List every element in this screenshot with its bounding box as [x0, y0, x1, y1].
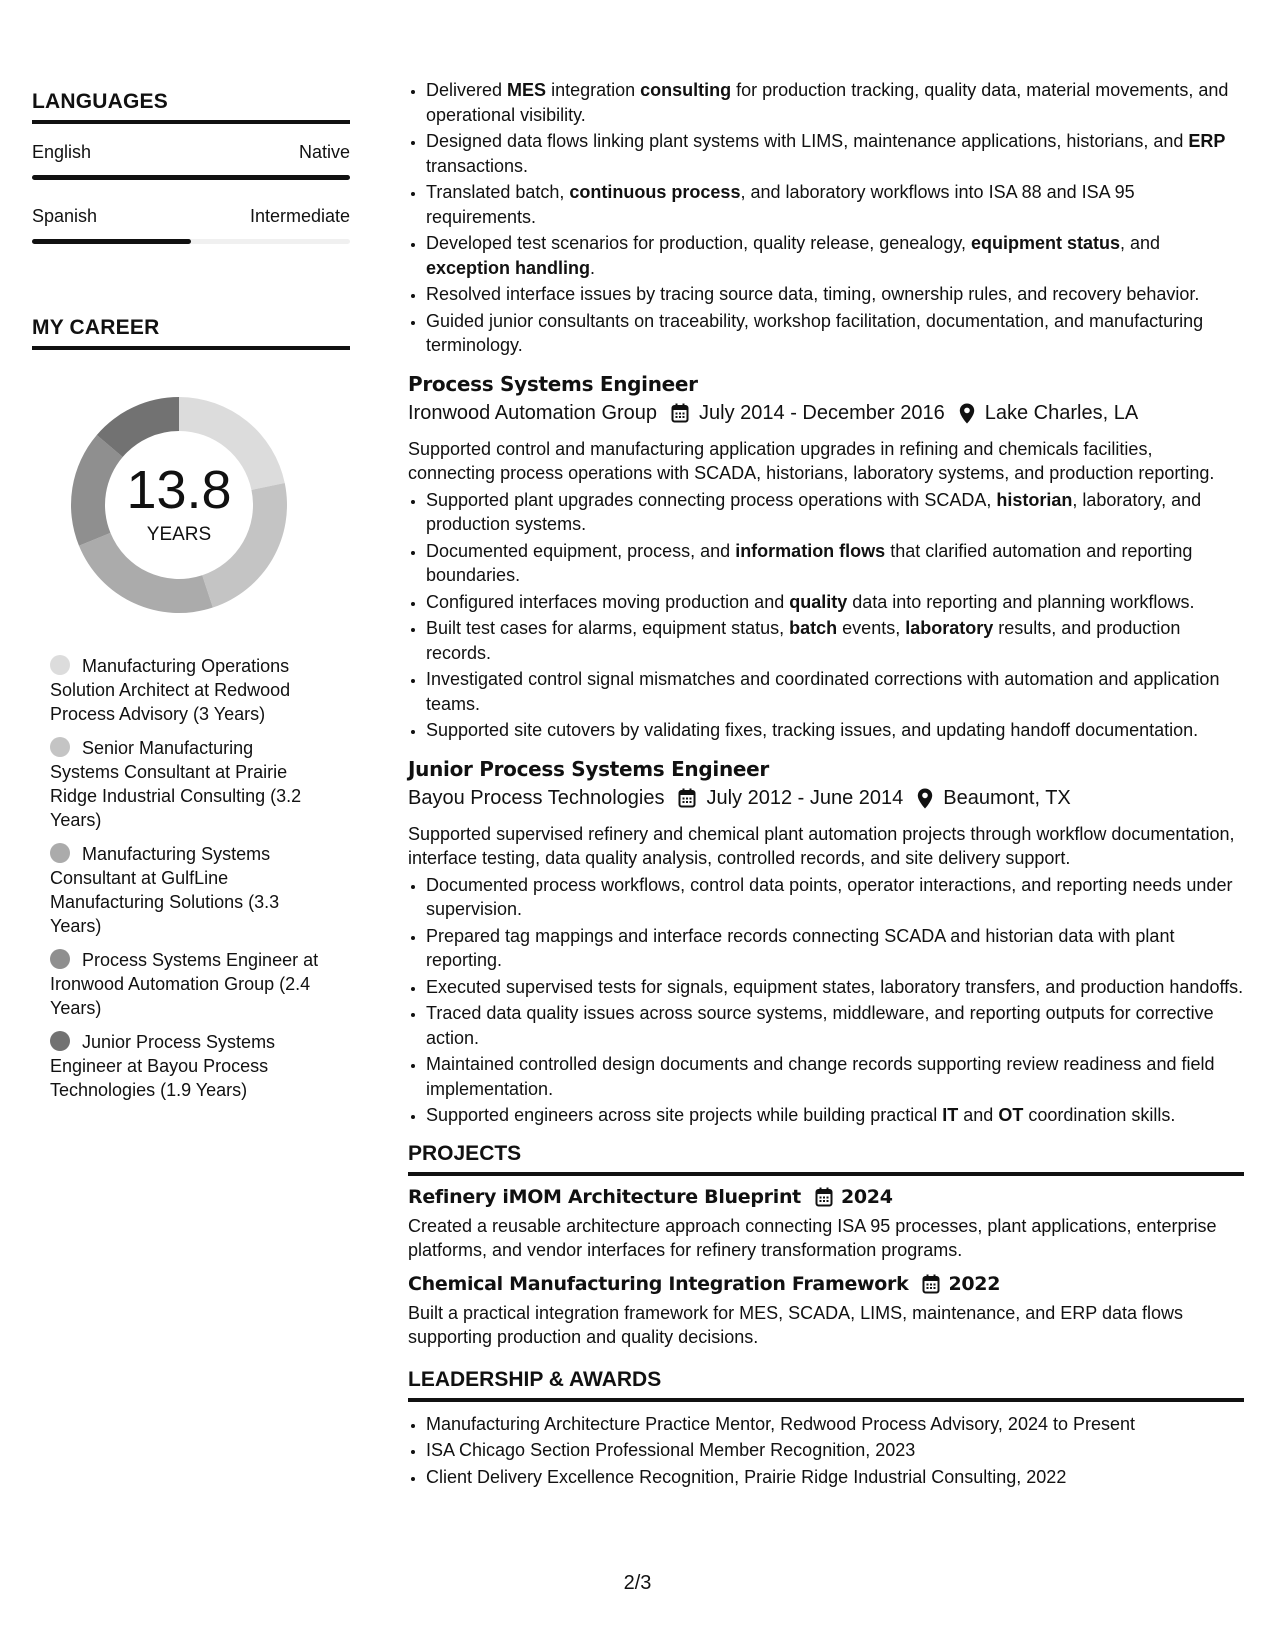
career-total-unit: YEARS [146, 524, 212, 545]
career-title: MY CAREER [32, 316, 350, 350]
legend-item [50, 842, 320, 938]
award-item: • Client Delivery Excellence Recognition, Prairie Ridge Industrial Consulting, 2022 [426, 1465, 1244, 1490]
language-proficiency-fill [32, 175, 350, 180]
bullet-item: • Supported engineers across site projects while building practical IT and OT coordination skills. [426, 1103, 1244, 1128]
bullet-item: • Developed test scenarios for production, quality release, genealogy, equipment status, and exception handling. [426, 231, 1244, 280]
bullet-item: • Designed data flows linking plant systems with LIMS, maintenance applications, historians, and ERP transactions. [426, 129, 1244, 178]
legend-item [50, 1030, 320, 1102]
project-name: Refinery iMOM Architecture Blueprint [408, 1185, 801, 1208]
legend-swatch [50, 843, 70, 863]
legend-swatch [50, 737, 70, 757]
language-item [32, 206, 350, 244]
calendar-icon [671, 403, 689, 423]
project-entry [408, 1186, 1244, 1263]
language-level: Native [298, 142, 350, 162]
projects-list [408, 1186, 1244, 1350]
job-company: Ironwood Automation Group [408, 401, 658, 424]
job-dates: July 2014 - December 2016 [699, 401, 945, 424]
project-name: Chemical Manufacturing Integration Framework [408, 1272, 909, 1295]
job-title: Junior Process Systems Engineer [408, 756, 769, 781]
calendar-icon [678, 788, 696, 808]
job-entry [408, 372, 1244, 743]
legend-label: Process Systems Engineer at Ironwood Automation Group (2.4 Years) [50, 950, 319, 1018]
legend-label: Manufacturing Systems Consultant at GulfLine Manufacturing Solutions (3.3 Years) [50, 844, 280, 936]
previous-job-bullets [408, 78, 1244, 358]
bullet-item: • Built test cases for alarms, equipment status, batch events, laboratory results, and production records. [426, 616, 1244, 665]
job-title: Process Systems Engineer [408, 371, 698, 396]
bullet-item: • Documented process workflows, control data points, operator interactions, and reporting needs under supervision. [426, 873, 1244, 922]
award-item: • ISA Chicago Section Professional Member Recognition, 2023 [426, 1438, 1244, 1463]
job-meta [408, 787, 1244, 810]
legend-item [50, 736, 320, 832]
language-name: Spanish [32, 206, 98, 226]
location-pin-icon [917, 788, 933, 809]
career-total-years: 13.8 [126, 460, 232, 520]
bullet-item: • Delivered MES integration consulting for production tracking, quality data, material movements, and operational visibility. [426, 78, 1244, 127]
job-location: Lake Charles, LA [984, 401, 1139, 424]
language-proficiency-fill [32, 239, 191, 244]
page-number: 2/3 [623, 1572, 652, 1594]
bullet-item: • Investigated control signal mismatches and coordinated corrections with automation and application teams. [426, 667, 1244, 716]
calendar-icon [815, 1187, 833, 1207]
job-meta [408, 402, 1244, 425]
project-title-row [408, 1273, 1244, 1295]
bullet-item: • Maintained controlled design documents and change records supporting review readiness and field implementation. [426, 1052, 1244, 1101]
bullet-item: • Prepared tag mappings and interface records connecting SCADA and historian data with plant reporting. [426, 924, 1244, 973]
language-level: Intermediate [249, 206, 350, 226]
language-proficiency-bar [32, 239, 350, 244]
languages-title: LANGUAGES [32, 90, 350, 124]
career-section [32, 316, 350, 1102]
job-dates: July 2012 - June 2014 [706, 786, 904, 809]
bullet-item: • Supported site cutovers by validating fixes, tracking issues, and updating handoff documentation. [426, 718, 1244, 743]
bullet-item: • Documented equipment, process, and information flows that clarified automation and reporting boundaries. [426, 539, 1244, 588]
job-location: Beaumont, TX [943, 786, 1071, 809]
legend-swatch [50, 655, 70, 675]
bullet-item: • Traced data quality issues across source systems, middleware, and reporting outputs for corrective action. [426, 1001, 1244, 1050]
left-column [32, 90, 350, 1112]
language-proficiency-bar [32, 175, 350, 180]
bullet-item: • Configured interfaces moving production and quality data into reporting and planning workflows. [426, 590, 1244, 615]
legend-label: Junior Process Systems Engineer at Bayou Process Technologies (1.9 Years) [50, 1032, 276, 1100]
job-bullets [408, 873, 1244, 1128]
job-summary: Supported control and manufacturing application upgrades in refining and chemicals facilities, connecting process operations with SCADA, historians, laboratory systems, and production reporting. [408, 438, 1215, 483]
language-name: English [32, 142, 92, 162]
legend-label: Manufacturing Operations Solution Architect at Redwood Process Advisory (3 Years) [50, 656, 291, 724]
bullet-item: • Guided junior consultants on traceability, workshop facilitation, documentation, and manufacturing terminology. [426, 309, 1244, 358]
project-entry [408, 1273, 1244, 1350]
legend-swatch [50, 1031, 70, 1051]
job-company: Bayou Process Technologies [408, 786, 665, 809]
bullet-item: • Executed supervised tests for signals, equipment states, laboratory transfers, and production handoffs. [426, 975, 1244, 1000]
calendar-icon [922, 1274, 940, 1294]
legend-item [50, 948, 320, 1020]
project-year: 2024 [840, 1185, 893, 1208]
career-donut-chart [64, 390, 294, 620]
language-item [32, 142, 350, 180]
legend-swatch [50, 949, 70, 969]
project-year: 2022 [948, 1272, 1001, 1295]
job-bullets [408, 488, 1244, 743]
bullet-item: • Resolved interface issues by tracing source data, timing, ownership rules, and recovery behavior. [426, 282, 1244, 307]
project-title-row [408, 1186, 1244, 1208]
project-description: Created a reusable architecture approach connecting ISA 95 processes, plant applications, enterprise platforms, and vendor interfaces for refinery transformation programs. [408, 1215, 1217, 1260]
project-description: Built a practical integration framework for MES, SCADA, LIMS, maintenance, and ERP data flows supporting production and quality decisions. [408, 1302, 1184, 1347]
awards-title: LEADERSHIP & AWARDS [408, 1368, 1244, 1402]
bullet-item: • Translated batch, continuous process, and laboratory workflows into ISA 88 and ISA 95 requirements. [426, 180, 1244, 229]
experience-list [408, 372, 1244, 1128]
bullet-item: • Supported plant upgrades connecting process operations with SCADA, historian, laboratory, and production systems. [426, 488, 1244, 537]
legend-item [50, 654, 320, 726]
job-entry [408, 757, 1244, 1128]
location-pin-icon [959, 403, 975, 424]
award-item: • Manufacturing Architecture Practice Mentor, Redwood Process Advisory, 2024 to Present [426, 1412, 1244, 1437]
job-summary: Supported supervised refinery and chemical plant automation projects through workflow documentation, interface testing, data quality analysis, controlled records, and site delivery support. [408, 823, 1235, 868]
projects-title: PROJECTS [408, 1142, 1244, 1176]
awards-list [408, 1412, 1244, 1490]
career-legend [50, 654, 320, 1102]
right-column [408, 78, 1244, 1491]
legend-label: Senior Manufacturing Systems Consultant at Prairie Ridge Industrial Consulting (3.2 Years) [50, 738, 302, 830]
